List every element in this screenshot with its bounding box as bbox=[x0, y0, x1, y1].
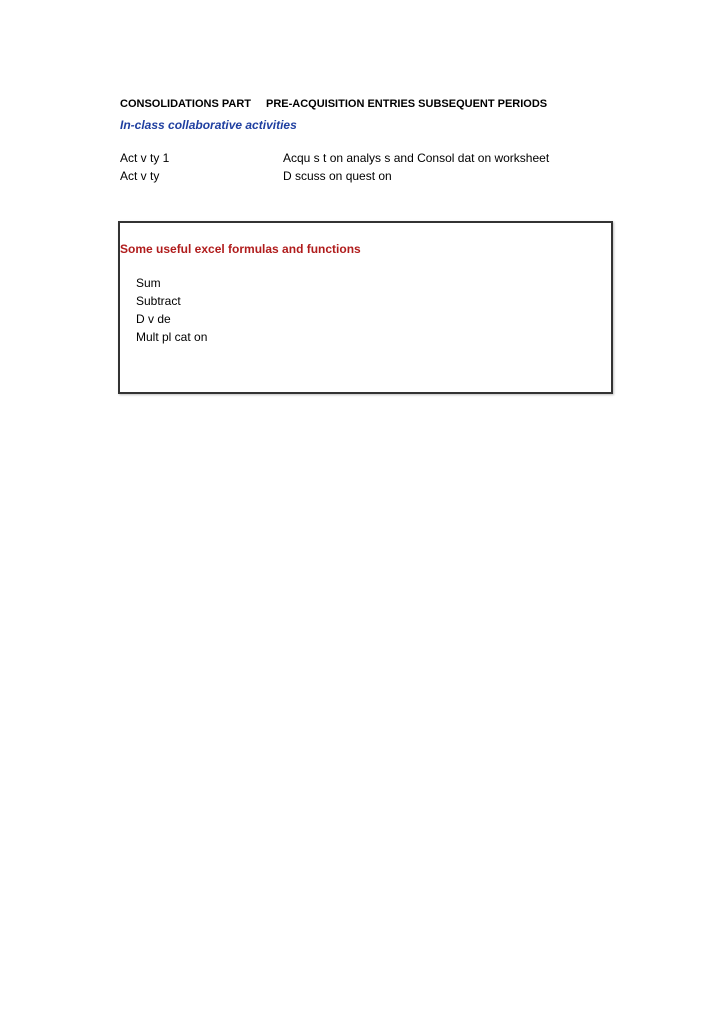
activity-description: Acqu s t on analys s and Consol dat on worksheet bbox=[283, 151, 550, 165]
formulas-box-title: Some useful excel formulas and functions bbox=[120, 242, 361, 256]
document-title bbox=[120, 98, 547, 110]
activity-row bbox=[120, 169, 392, 183]
formula-item: D v de bbox=[136, 312, 171, 326]
formula-item: Subtract bbox=[136, 294, 181, 308]
title-main-label: PRE-ACQUISITION ENTRIES SUBSEQUENT PERIODS bbox=[266, 98, 548, 110]
activity-label: Act v ty 1 bbox=[120, 151, 170, 165]
title-part-label: CONSOLIDATIONS PART bbox=[120, 98, 251, 110]
activity-label: Act v ty bbox=[120, 169, 160, 183]
activity-row bbox=[120, 151, 549, 165]
formula-item: Mult pl cat on bbox=[136, 330, 208, 344]
formulas-box bbox=[118, 221, 613, 394]
activity-description: D scuss on quest on bbox=[283, 169, 392, 183]
document-subtitle: In-class collaborative activities bbox=[120, 118, 297, 132]
formulas-list bbox=[136, 274, 207, 346]
formula-item: Sum bbox=[136, 276, 161, 290]
